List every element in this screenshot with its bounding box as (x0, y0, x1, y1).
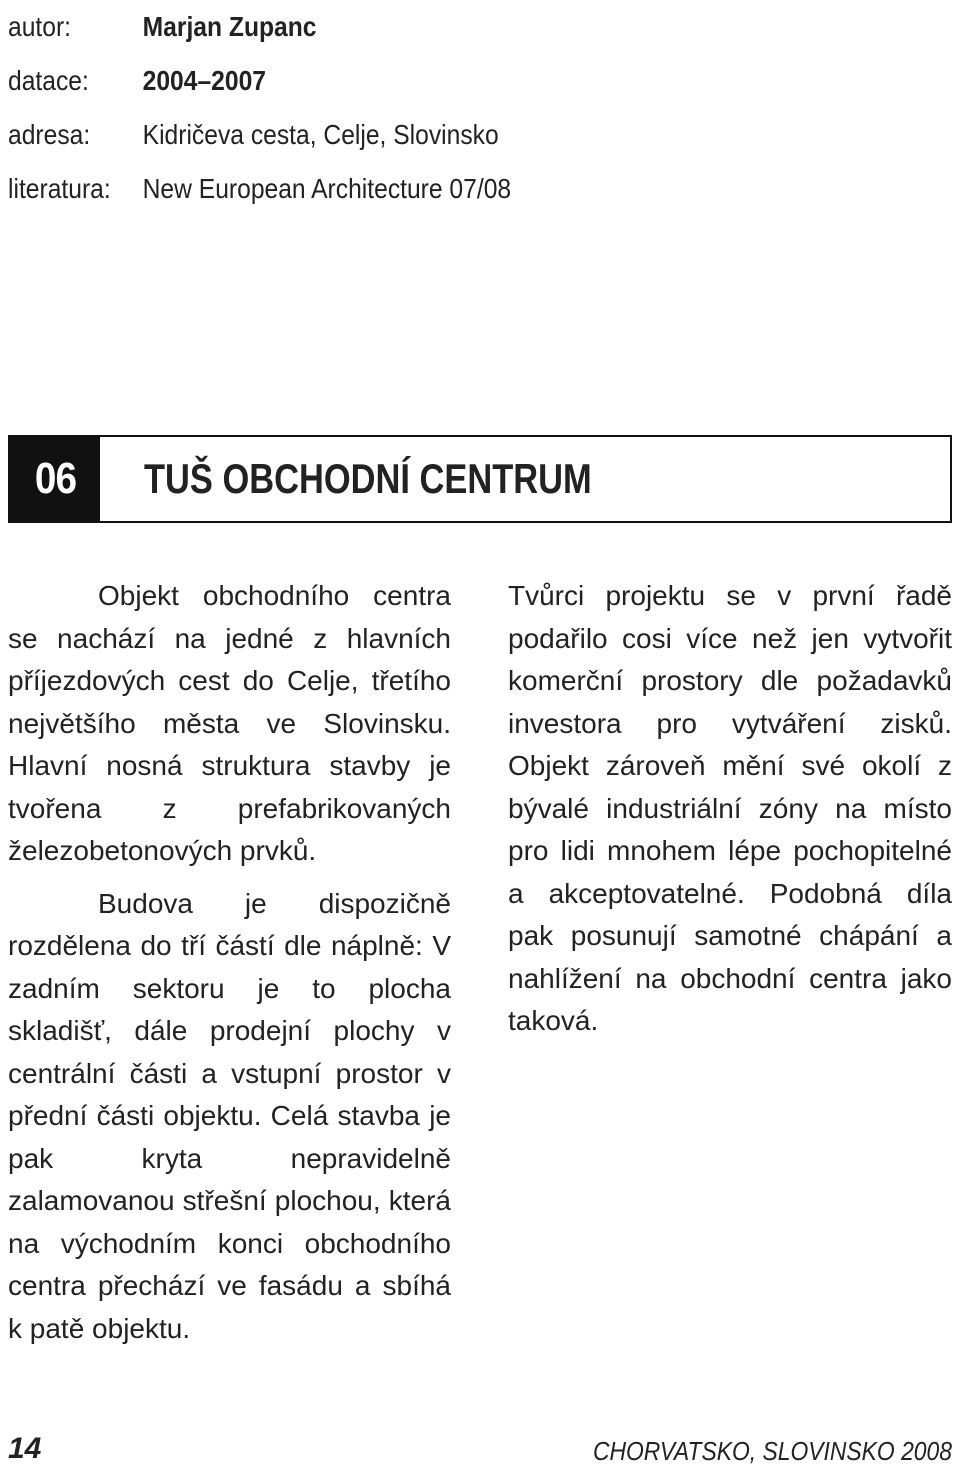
address-value: Kidričeva cesta, Celje, Slovinsko (142, 119, 499, 150)
section-title: TUŠ OBCHODNÍ CENTRUM (144, 455, 592, 502)
project-metadata (8, 0, 580, 216)
section-title-bar (8, 435, 952, 523)
literature-row (8, 162, 511, 216)
address-row (8, 108, 511, 162)
section-number-box (10, 437, 100, 521)
left-paragraph-1: Objekt obchodního centra se nachází na jedné z hlavních příjezdových cest do Celje, třetího největšího města ve Slovinsku. Hlavní nosná struktura stavby je tvořena z prefabrikovaných železobetonových prvků. (8, 580, 451, 866)
literature-value: New European Architecture 07/08 (142, 173, 512, 204)
section-number: 06 (34, 454, 76, 503)
literature-label: literatura: (8, 173, 111, 204)
publication-title: CHORVATSKO, SLOVINSKO 2008 (592, 1436, 952, 1466)
left-paragraph-2: Budova je dispozičně rozdělena do tří částí dle náplně: V zadním sektoru je to plocha skladišť, dále prodejní plochy v centrální části a vstupní prostor v přední části objektu. Celá stavba je pak kryta nepravidelně zalamovanou střešní plochou, která na východním konci obchodního centra přechází ve fasádu a sbíhá k patě objektu. (8, 887, 451, 1344)
right-paragraph-1: Tvůrci projektu se v první řadě podařilo cosi více než jen vytvořit komerční prostory dle požadavků investora pro vytváření zisků. Objekt zároveň mění své okolí z bývalé industriální zóny na místo pro lidi mnohem lépe pochopitelné a akceptovatelné. Podobná díla pak posunují samotné chápání a nahlížení na obchodní centra jako taková. (508, 580, 952, 1036)
author-value: Marjan Zupanc (142, 11, 317, 42)
date-row (8, 54, 511, 108)
address-label: adresa: (8, 119, 91, 150)
author-row (8, 0, 511, 54)
date-label: datace: (8, 65, 89, 96)
author-label: autor: (8, 11, 72, 42)
page-number: 14 (8, 1432, 42, 1465)
right-text-column (508, 575, 952, 1043)
left-text-column (8, 575, 451, 1350)
date-value: 2004–2007 (142, 65, 266, 96)
